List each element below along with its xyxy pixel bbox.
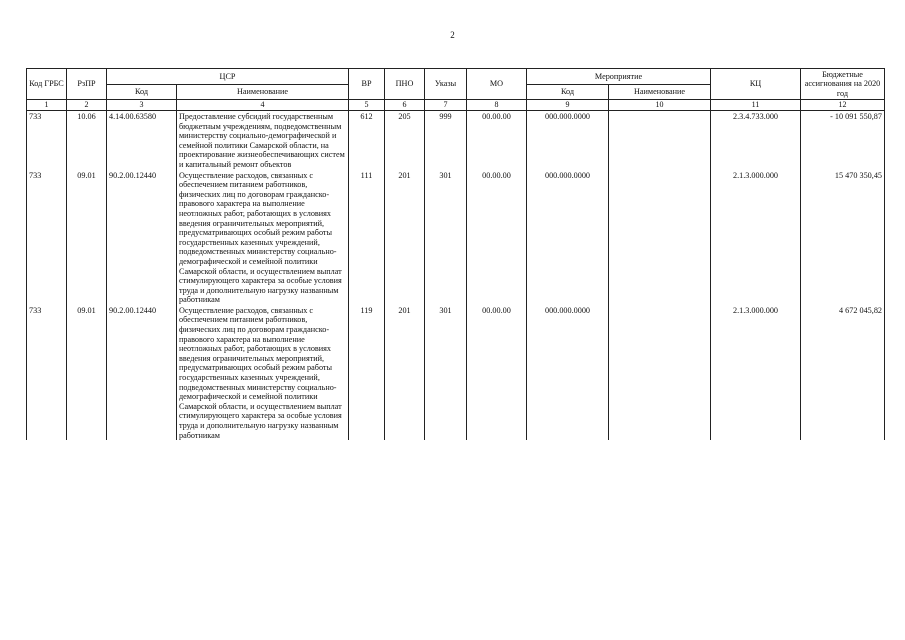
cell-rzpr: 09.01	[67, 305, 107, 440]
header-kc: КЦ	[711, 69, 801, 100]
header-mer-name: Наименование	[609, 85, 711, 100]
cell-grbs: 733	[27, 170, 67, 305]
cell-pno: 201	[385, 305, 425, 440]
column-number: 1	[27, 100, 67, 111]
column-number: 8	[467, 100, 527, 111]
cell-amount: - 10 091 550,87	[801, 111, 885, 170]
cell-mer-name	[609, 111, 711, 170]
cell-grbs: 733	[27, 111, 67, 170]
page-number: 2	[450, 30, 455, 40]
cell-mo: 00.00.00	[467, 170, 527, 305]
header-csr-kod: Код	[107, 85, 177, 100]
header-csr-name: Наименование	[177, 85, 349, 100]
column-number: 3	[107, 100, 177, 111]
column-number: 2	[67, 100, 107, 111]
column-number: 9	[527, 100, 609, 111]
cell-csr-name: Осуществление расходов, связанных с обеспечением питанием работников, физических лиц по договорам гражданско-правового характера на выполнение неотложных работ, работающих в условиях введения ограничительных мероприятий, предусматривающих особый режим работы государственных казенных учреждений, подведомственных министерству социально-демографической и семейной политики Самарской области, и осуществлением выплат стимулирующего характера за особые условия труда и дополнительную нагрузку названным работникам	[177, 305, 349, 440]
cell-kc: 2.1.3.000.000	[711, 305, 801, 440]
cell-amount: 15 470 350,45	[801, 170, 885, 305]
header-kod-grbs: Код ГРБС	[27, 69, 67, 100]
header-meropriyatie: Мероприятие	[527, 69, 711, 85]
cell-mer-name	[609, 170, 711, 305]
table-row	[27, 111, 885, 170]
column-number: 7	[425, 100, 467, 111]
cell-ukazy: 301	[425, 170, 467, 305]
table-row	[27, 305, 885, 440]
header-csr: ЦСР	[107, 69, 349, 85]
cell-mo: 00.00.00	[467, 305, 527, 440]
header-rzpr: РзПР	[67, 69, 107, 100]
column-number: 4	[177, 100, 349, 111]
cell-csr-name: Осуществление расходов, связанных с обеспечением питанием работников, физических лиц по договорам гражданско-правового характера на выполнение неотложных работ, работающих в условиях введения ограничительных мероприятий, предусматривающих особый режим работы государственных казенных учреждений, подведомственных министерству социально-демографической и семейной политики Самарской области, и осуществлением выплат стимулирующего характера за особые условия труда и дополнительную нагрузку названным работникам	[177, 170, 349, 305]
column-number: 11	[711, 100, 801, 111]
table-row	[27, 170, 885, 305]
column-number-row	[27, 100, 885, 111]
cell-grbs: 733	[27, 305, 67, 440]
header-budget: Бюджетные ассигнования на 2020 год	[801, 69, 885, 100]
cell-rzpr: 09.01	[67, 170, 107, 305]
cell-csr-kod: 90.2.00.12440	[107, 170, 177, 305]
column-number: 10	[609, 100, 711, 111]
header-ukazy: Указы	[425, 69, 467, 100]
cell-ukazy: 999	[425, 111, 467, 170]
cell-kc: 2.3.4.733.000	[711, 111, 801, 170]
cell-mer-kod: 000.000.0000	[527, 111, 609, 170]
header-mo: МО	[467, 69, 527, 100]
column-number: 6	[385, 100, 425, 111]
header-mer-kod: Код	[527, 85, 609, 100]
cell-pno: 201	[385, 170, 425, 305]
column-number: 12	[801, 100, 885, 111]
budget-table	[26, 68, 885, 440]
cell-mer-kod: 000.000.0000	[527, 170, 609, 305]
cell-kc: 2.1.3.000.000	[711, 170, 801, 305]
cell-csr-kod: 4.14.00.63580	[107, 111, 177, 170]
cell-rzpr: 10.06	[67, 111, 107, 170]
cell-ukazy: 301	[425, 305, 467, 440]
cell-vr: 119	[349, 305, 385, 440]
cell-mer-name	[609, 305, 711, 440]
header-pno: ПНО	[385, 69, 425, 100]
cell-mer-kod: 000.000.0000	[527, 305, 609, 440]
header-vr: ВР	[349, 69, 385, 100]
column-number: 5	[349, 100, 385, 111]
cell-amount: 4 672 045,82	[801, 305, 885, 440]
cell-pno: 205	[385, 111, 425, 170]
cell-csr-name: Предоставление субсидий государственным бюджетным учреждениям, подведомственным министерству социально-демографической и семейной политики Самарской области, на проектирование жизнеобеспечивающих систем и капитальный ремонт объектов	[177, 111, 349, 170]
cell-csr-kod: 90.2.00.12440	[107, 305, 177, 440]
cell-vr: 612	[349, 111, 385, 170]
cell-vr: 111	[349, 170, 385, 305]
cell-mo: 00.00.00	[467, 111, 527, 170]
